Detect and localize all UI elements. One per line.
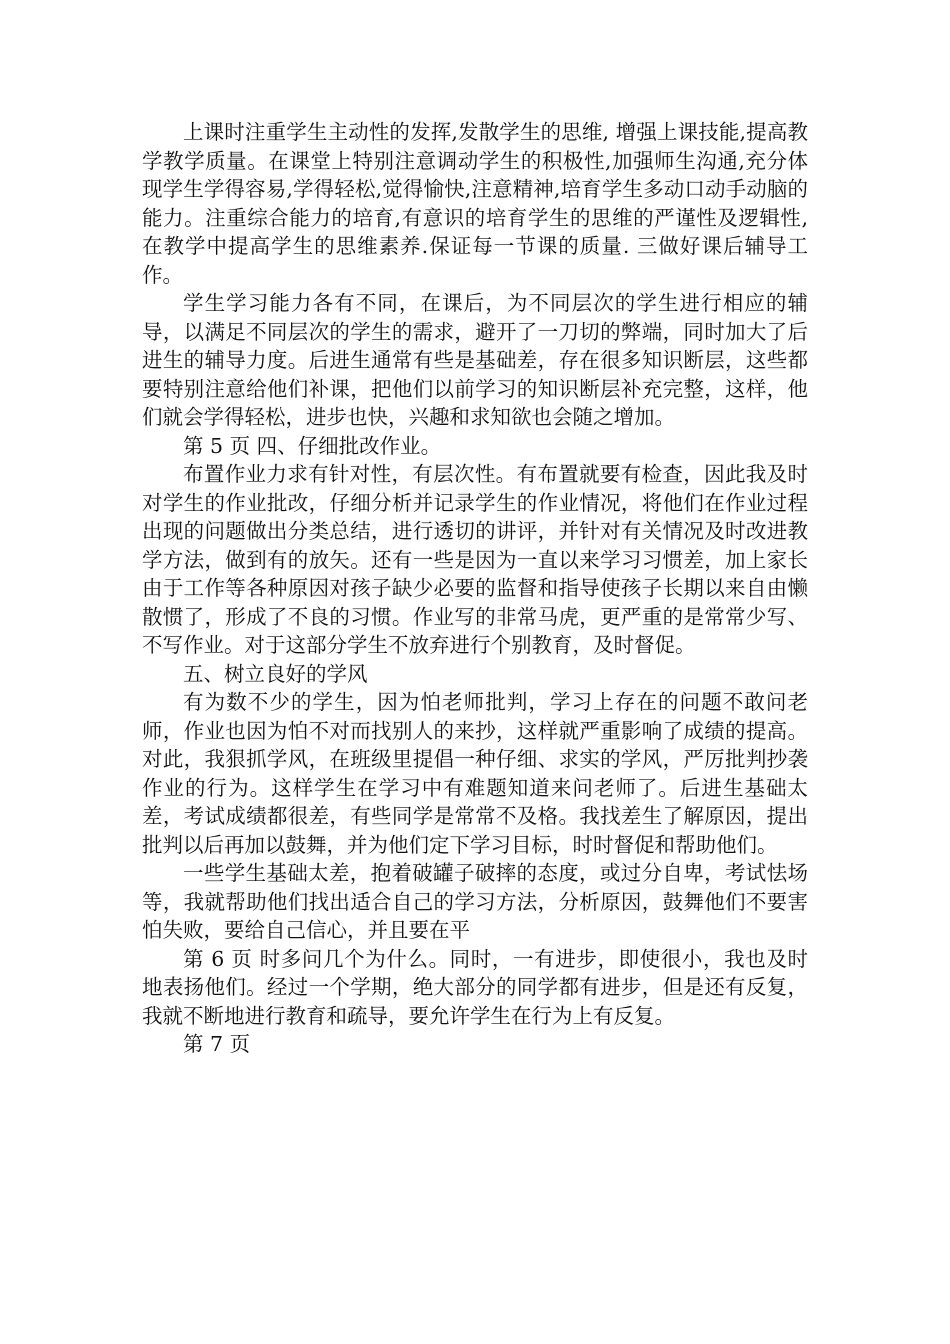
heading-study-style: 五、树立良好的学风 <box>183 661 368 686</box>
paragraph-page-6-continuation: 第 6 页 时多问几个为什么。同时，一有进步，即使很小，我也及时地表扬他们。经过一个学期，绝大部分的同学都有进步，但是还有反复，我就不断地进行教育和疏导，要允许学生在行为上有反复。 <box>142 946 808 1028</box>
paragraph-study-style: 有为数不少的学生，因为怕老师批判，学习上存在的问题不敢问老师，作业也因为怕不对而找别人的来抄，这样就严重影响了成绩的提高。对此，我狠抓学风，在班级里提倡一种仔细、求实的学风，严厉批判抄袭作业的行为。这样学生在学习中有难题知道来问老师了。后进生基础太差，考试成绩都很差，有些同学是常常不及格。我找差生了解原因，提出批判以后再加以鼓舞，并为他们定下学习目标，时时督促和帮助他们。 <box>142 690 808 857</box>
paragraph-weak-students: 一些学生基础太差，抱着破罐子破摔的态度，或过分自卑，考试怯场等，我就帮助他们找出适合自己的学习方法，分析原因，鼓舞他们不要害怕失败，要给自己信心，并且要在平 <box>142 861 808 942</box>
paragraph-teaching-quality: 上课时注重学生主动性的发挥,发散学生的思维, 增强上课技能,提高教学教学质量。在课堂上特别注意调动学生的积极性,加强师生沟通,充分体现学生学得容易,学得轻松,觉得愉快,注意精神,培育学生多动口动手动脑的能力。注重综合能力的培育,有意识的培育学生的思维的严谨性及逻辑性,在教学中提高学生的思维素养.保证每一节课的质量. 三做好课后辅导工作。 <box>142 120 808 287</box>
page-marker-7: 第 7 页 <box>183 1032 251 1056</box>
page-marker-5-heading-homework: 第 5 页 四、仔细批改作业。 <box>183 433 442 458</box>
document-body <box>142 118 808 1059</box>
paragraph-homework: 布置作业力求有针对性，有层次性。有布置就要有检查，因此我及时对学生的作业批改，仔细分析并记录学生的作业情况，将他们在作业过程出现的问题做出分类总结，进行透切的讲评，并针对有关情况及时改进教学方法，做到有的放矢。还有一些是因为一直以来学习习惯差，加上家长由于工作等各种原因对孩子缺少必要的监督和指导使孩子长期以来自由懒散惯了，形成了不良的习惯。作业写的非常马虎，更严重的是常常少写、不写作业。对于这部分学生不放弃进行个别教育，及时督促。 <box>142 462 808 657</box>
paragraph-tutoring: 学生学习能力各有不同，在课后，为不同层次的学生进行相应的辅导，以满足不同层次的学生的需求，避开了一刀切的弊端，同时加大了后进生的辅导力度。后进生通常有些是基础差，存在很多知识断层，这些都要特别注意给他们补课，把他们以前学习的知识断层补充完整，这样，他们就会学得轻松，进步也快，兴趣和求知欲也会随之增加。 <box>142 291 808 429</box>
